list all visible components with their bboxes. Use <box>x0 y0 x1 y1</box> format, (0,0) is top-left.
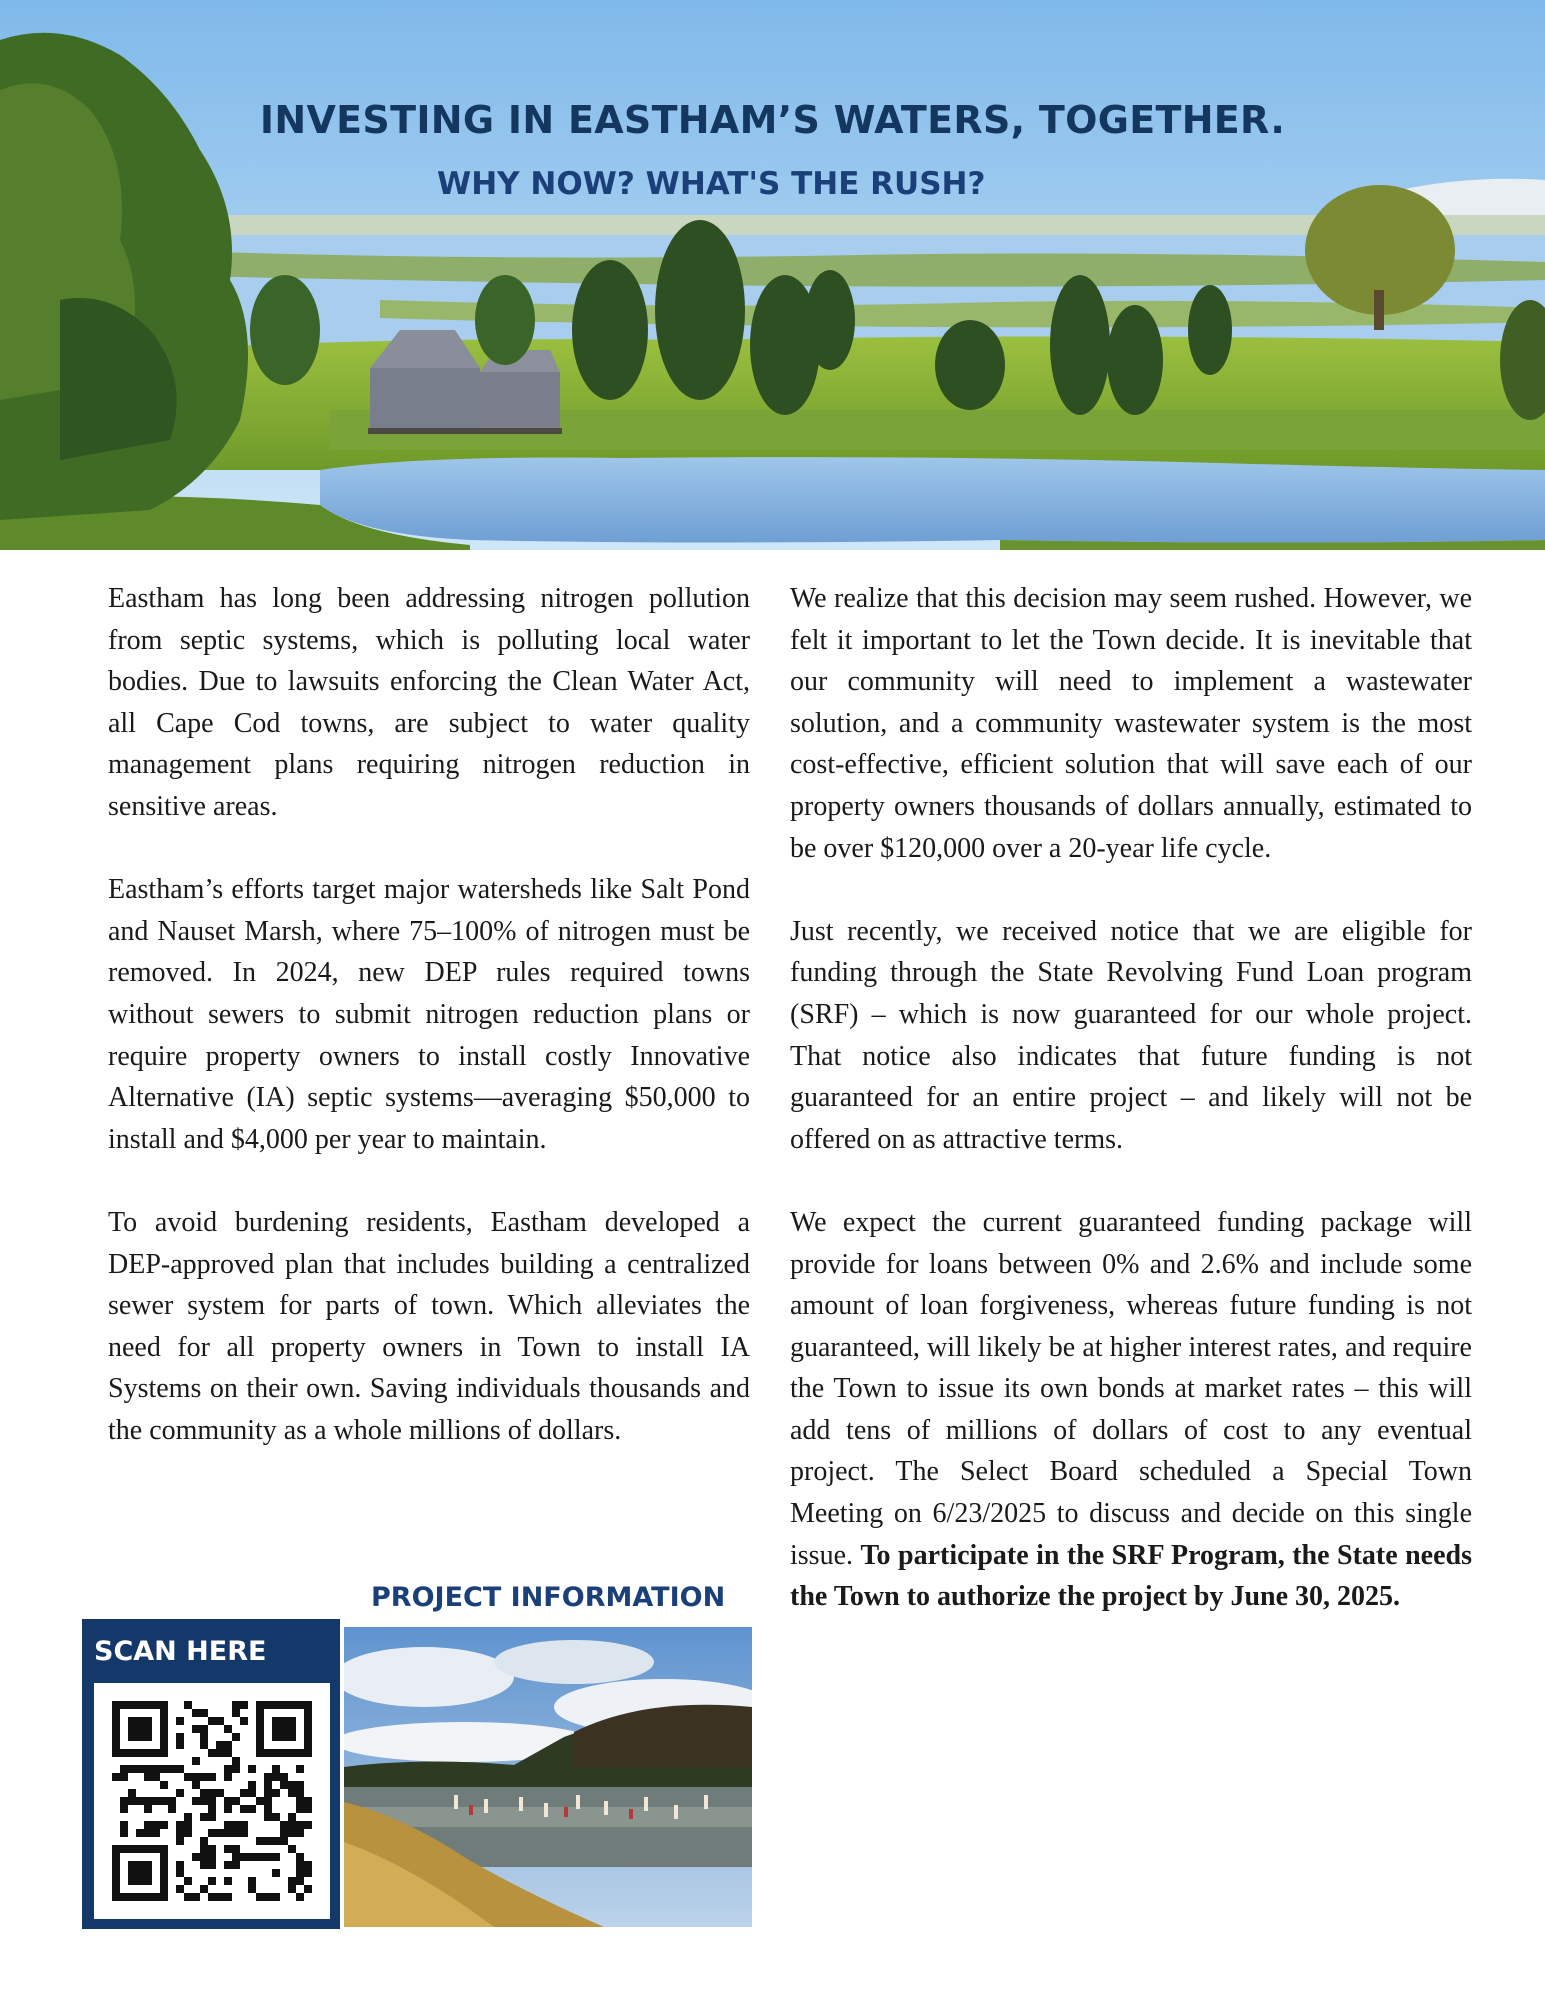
qr-code[interactable] <box>94 1683 330 1919</box>
qr-code-icon <box>112 1701 312 1901</box>
paragraph-decision: We realize that this decision may seem rushed. However, we felt it important to let the Town decide. It is inevitable that our community will need to implement a wastewater solution, and a community wastewater system is the most cost-effective, efficient solution that will save each of our property owners thousands of dollars annually, estimated to be over $120,000 over a 20-year life cycle. <box>790 583 1472 864</box>
scan-here-label: SCAN HERE <box>94 1636 267 1667</box>
paragraph-sewer-plan: To avoid burdening residents, Eastham developed a DEP-approved plan that includes building a centralized sewer system for parts of town. Which alleviates the need for all property owners in Town to install IA Systems on their own. Saving individuals thousands and the community as a whole millions of dollars. <box>108 1206 750 1446</box>
marsh-workers-photo <box>344 1627 752 1927</box>
hero-banner <box>0 0 1545 550</box>
project-photo <box>344 1627 752 1927</box>
project-information-heading: PROJECT INFORMATION <box>371 1582 726 1613</box>
hero-landscape-image <box>0 0 1545 550</box>
page-title: INVESTING IN EASTHAM’S WATERS, TOGETHER. <box>259 98 1286 142</box>
page-subtitle: WHY NOW? WHAT'S THE RUSH? <box>437 166 986 202</box>
paragraph-nitrogen-background: Eastham has long been addressing nitrogen pollution from septic systems, which is polluting local water bodies. Due to lawsuits enforcing the Clean Water Act, all Cape Cod towns, are subject to water quality management plans requiring nitrogen reduction in sensitive areas. <box>108 583 750 822</box>
paragraph-funding-package <box>790 1202 1472 1618</box>
paragraph-watersheds: Eastham’s efforts target major watersheds like Salt Pond and Nauset Marsh, where 75–100% of nitrogen must be removed. In 2024, new DEP rules required towns without sewers to submit nitrogen reduction plans or require property owners to install costly Innovative Alternative (IA) septic systems—averaging $50,000 to install and $4,000 per year to maintain. <box>108 874 750 1155</box>
left-column <box>108 578 750 1493</box>
paragraph-srf-eligibility: Just recently, we received notice that we are eligible for funding through the State Revolving Fund Loan program (SRF) – which is now guaranteed for our whole project. That notice also indicates that future funding is not guaranteed for an entire project – and likely will not be offered on as attractive terms. <box>790 915 1472 1155</box>
deadline-notice: To participate in the SRF Program, the State needs the Town to authorize the project by June 30, 2025. <box>790 1539 1472 1613</box>
right-column <box>790 578 1472 1659</box>
funding-package-text: We expect the current guaranteed funding package will provide for loans between 0% and 2.6% and include some amount of loan forgiveness, whereas future funding is not guaranteed, will likely be at higher interest rates, and require the Town to issue its own bonds at market rates – this will add tens of millions of dollars of cost to any eventual project. The Select Board scheduled a Special Town Meeting on 6/23/2025 to discuss and decide on this single issue. <box>790 1206 1472 1571</box>
